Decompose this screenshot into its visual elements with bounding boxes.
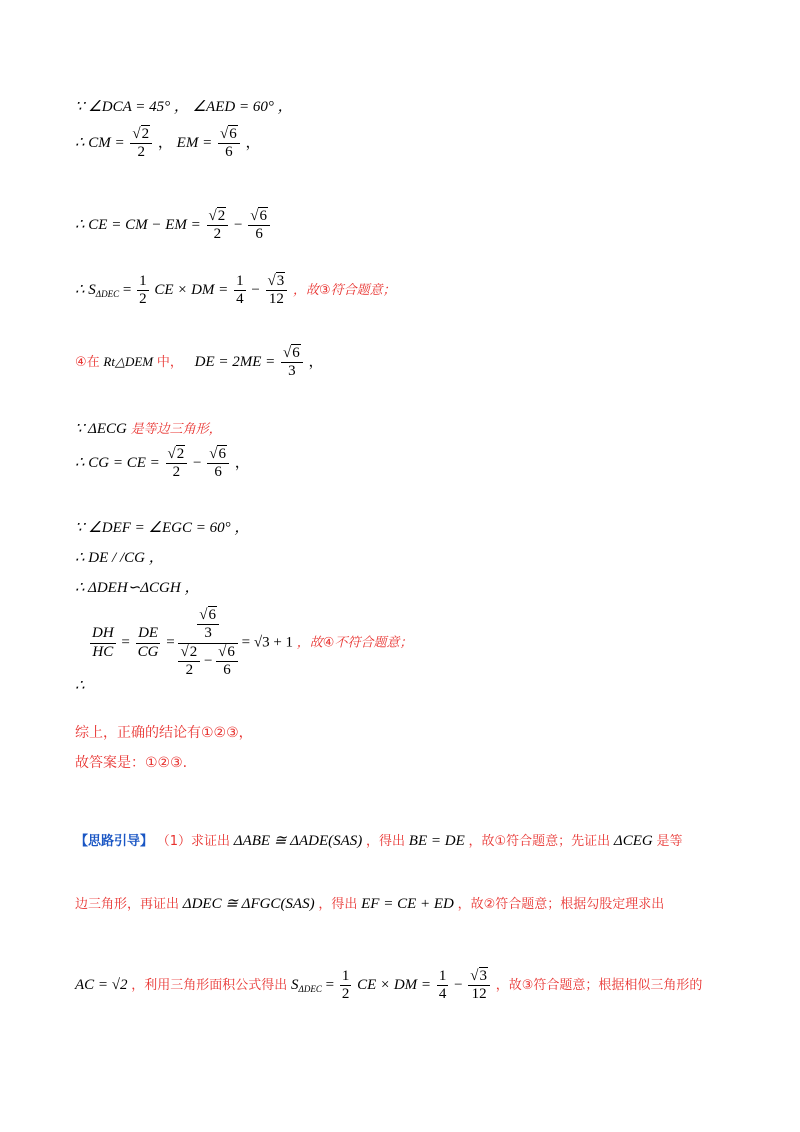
line-de: ④在 Rt△DEM 中， DE = 2ME = $\frac{√6}{3}$ ， [75, 345, 324, 380]
line-similar: ∴ ΔDEH∽ΔCGH ， [75, 580, 200, 596]
line-ratio: $\frac{DH}{HC}$ = $\frac{DE}{CG}$ = $\frac{√6}{3}$ $\frac{√2}{2}$ − $\frac{√6}{6}$ = √3 + 1 ，故④不符合题意； [92, 607, 413, 678]
cm-fraction: $\frac{√2}{2}$ [130, 126, 152, 162]
summary-line-1: 综上，正确的结论有①②③， [75, 725, 253, 741]
em-fraction: $\frac{√6}{6}$ [218, 126, 240, 162]
hint-line-2: 边三角形，再证出 ΔDEC ≅ ΔFGC(SAS) ，得出 EF = CE + ED ，故②符合题意；根据勾股定理求出 [75, 896, 665, 912]
line-cg: ∴ CG = CE = $\frac{√2}{2}$ − $\frac{√6}{6}$ ， [75, 446, 250, 481]
hint-line-3: AC = √2 ，利用三角形面积公式得出 $S_{\Delta DEC}$ = $\frac{1}{2}$ CE × DM = $\frac{1}{4}$ − $\frac{√3}{12}$ ，故③符合题意；根据相似三角形的 [75, 968, 703, 1003]
line-cm-em: ∴ CM = $\frac{√2}{2}$ ， EM = $\frac{√6}{6}$ ， [75, 126, 261, 161]
line-angles-def: ∵ ∠DEF = ∠EGC = 60° ， [75, 520, 250, 536]
hint-tag: 【思路引导】 [75, 834, 154, 849]
given-angles: ∵ ∠DCA = 45° ， ∠AED = 60° ， [75, 99, 293, 115]
line-parallel: ∴ DE / /CG ， [75, 550, 164, 566]
cm-label: ∴ CM = [75, 135, 125, 152]
area-note: ，故③符合题意； [293, 283, 396, 299]
line-area: ∴ $S_{\Delta DEC}$ = $\frac{1}{2}$ CE × DM = $\frac{1}{4}$ − $\frac{√3}{12}$ ，故③符合题意； [75, 273, 396, 308]
line-ce: ∴ CE = CM − EM = $\frac{√2}{2}$ − $\frac{√6}{6}$ [75, 208, 272, 244]
therefore-symbol: ∴ [75, 678, 85, 694]
summary-answer: 故答案是：①②③. [75, 755, 188, 771]
line-equilateral: ∵ ΔECG 是等边三角形， [75, 421, 222, 437]
hint-line-1: 【思路引导】 （1）求证出 ΔABE ≅ ΔADE(SAS) ，得出 BE = DE ，故①符合题意；先证出 ΔCEG 是等 [75, 833, 683, 849]
em-label: EM = [176, 135, 213, 152]
nested-fraction: $\frac{√6}{3}$ $\frac{√2}{2}$ − $\frac{√6}{6}$ [178, 607, 237, 679]
